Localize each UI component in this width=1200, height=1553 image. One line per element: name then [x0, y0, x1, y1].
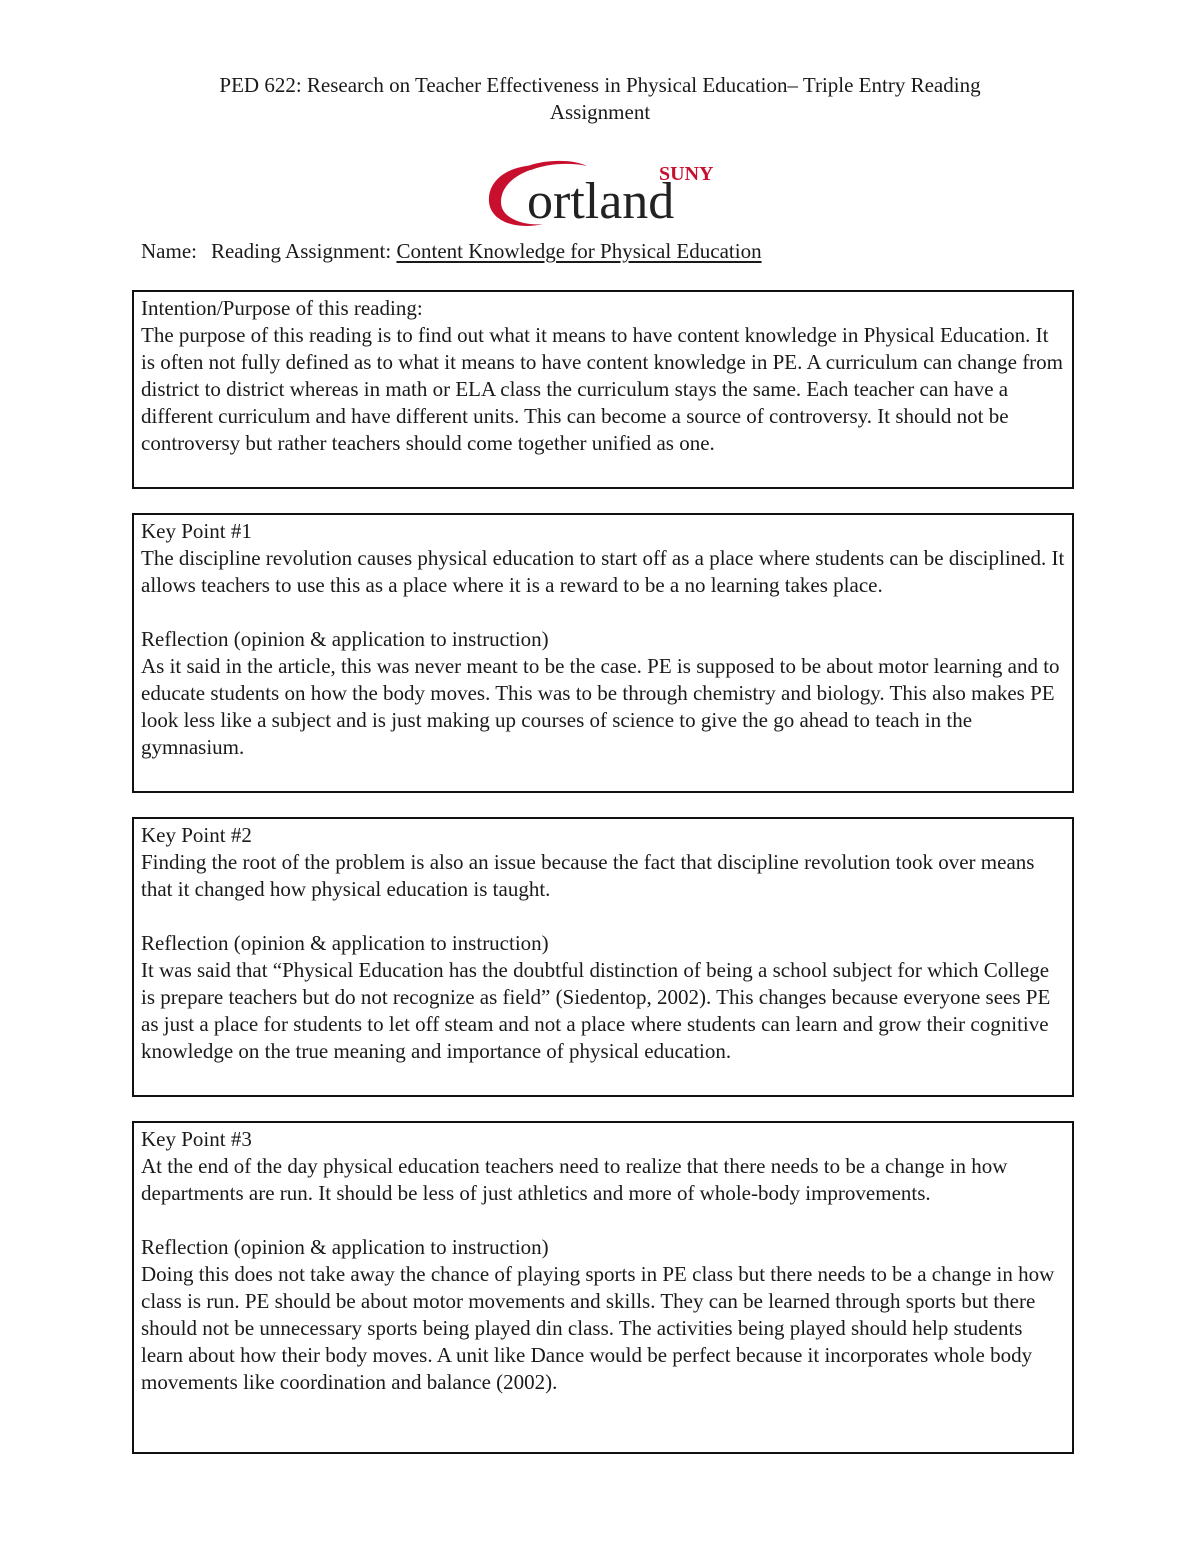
reading-assignment-label: Reading Assignment: — [210, 239, 392, 263]
key-point-2-box — [132, 817, 1074, 1097]
key-point-3-heading: Key Point #3 — [141, 1127, 252, 1151]
intention-box — [132, 290, 1074, 489]
reflection-1-heading: Reflection (opinion & application to instruction) — [141, 627, 549, 651]
logo-suny-text: SUNY — [659, 163, 714, 185]
key-point-3-box — [132, 1121, 1074, 1454]
suny-cortland-logo — [483, 158, 749, 232]
reflection-2-heading: Reflection (opinion & application to instruction) — [141, 931, 549, 955]
name-label: Name: — [141, 239, 197, 263]
key-point-1-heading: Key Point #1 — [141, 519, 252, 543]
reflection-3-heading: Reflection (opinion & application to instruction) — [141, 1235, 549, 1259]
document-title — [130, 72, 1070, 126]
key-point-1-box — [132, 513, 1074, 793]
reflection-3-body: Doing this does not take away the chance of playing sports in PE class but there needs to be a change in how class is run. PE should be about motor movements and skills. They can be learned through sports but there should not be unnecessary sports being played din class. The activities being played should help students learn about how their body moves. A unit like Dance would be perfect because it incorporates whole body movements like coordination and balance (2002). — [141, 1262, 1055, 1394]
key-point-1-body: The discipline revolution causes physical education to start off as a place where students can be disciplined. It allows teachers to use this as a place where it is a reward to be a no learning takes place. — [141, 546, 1065, 597]
reading-title: Content Knowledge for Physical Education — [396, 239, 762, 263]
logo-swoosh-tail — [523, 161, 587, 170]
reflection-1-body: As it said in the article, this was never meant to be the case. PE is supposed to be about motor learning and to educate students on how the body moves. This was to be through chemistry and biology. This also makes PE look less like a subject and is just making up courses of science to give the go ahead to teach in the gymnasium. — [141, 654, 1060, 759]
key-point-2-body: Finding the root of the problem is also an issue because the fact that discipline revolution took over means that it changed how physical education is taught. — [141, 850, 1035, 901]
key-point-2-heading: Key Point #2 — [141, 823, 252, 847]
key-point-3-body: At the end of the day physical education teachers need to realize that there needs to be a change in how departments are run. It should be less of just athletics and more of whole-body improvements. — [141, 1154, 1008, 1205]
logo-cortland-text: ortland — [527, 173, 675, 230]
intention-body: The purpose of this reading is to find out what it means to have content knowledge in Physical Education. It is often not fully defined as to what it means to have content knowledge in PE. A curriculum can change from district to district whereas in math or ELA class the curriculum stays the same. Each teacher can have a different curriculum and have different units. This can become a source of controversy. It should not be controversy but rather teachers should come together unified as one. — [141, 323, 1064, 455]
title-line-1: PED 622: Research on Teacher Effectiveness in Physical Education– Triple Entry Reading — [219, 73, 981, 97]
intention-heading: Intention/Purpose of this reading: — [141, 296, 423, 320]
assignment-line — [141, 238, 762, 265]
reflection-2-body: It was said that “Physical Education has the doubtful distinction of being a school subject for which College is prepare teachers but do not recognize as field” (Siedentop, 2002). This changes because everyone sees PE as just a place for students to let off steam and not a place where students can learn and grow their cognitive knowledge on the true meaning and importance of physical education. — [141, 958, 1051, 1063]
title-line-2: Assignment — [549, 100, 651, 124]
